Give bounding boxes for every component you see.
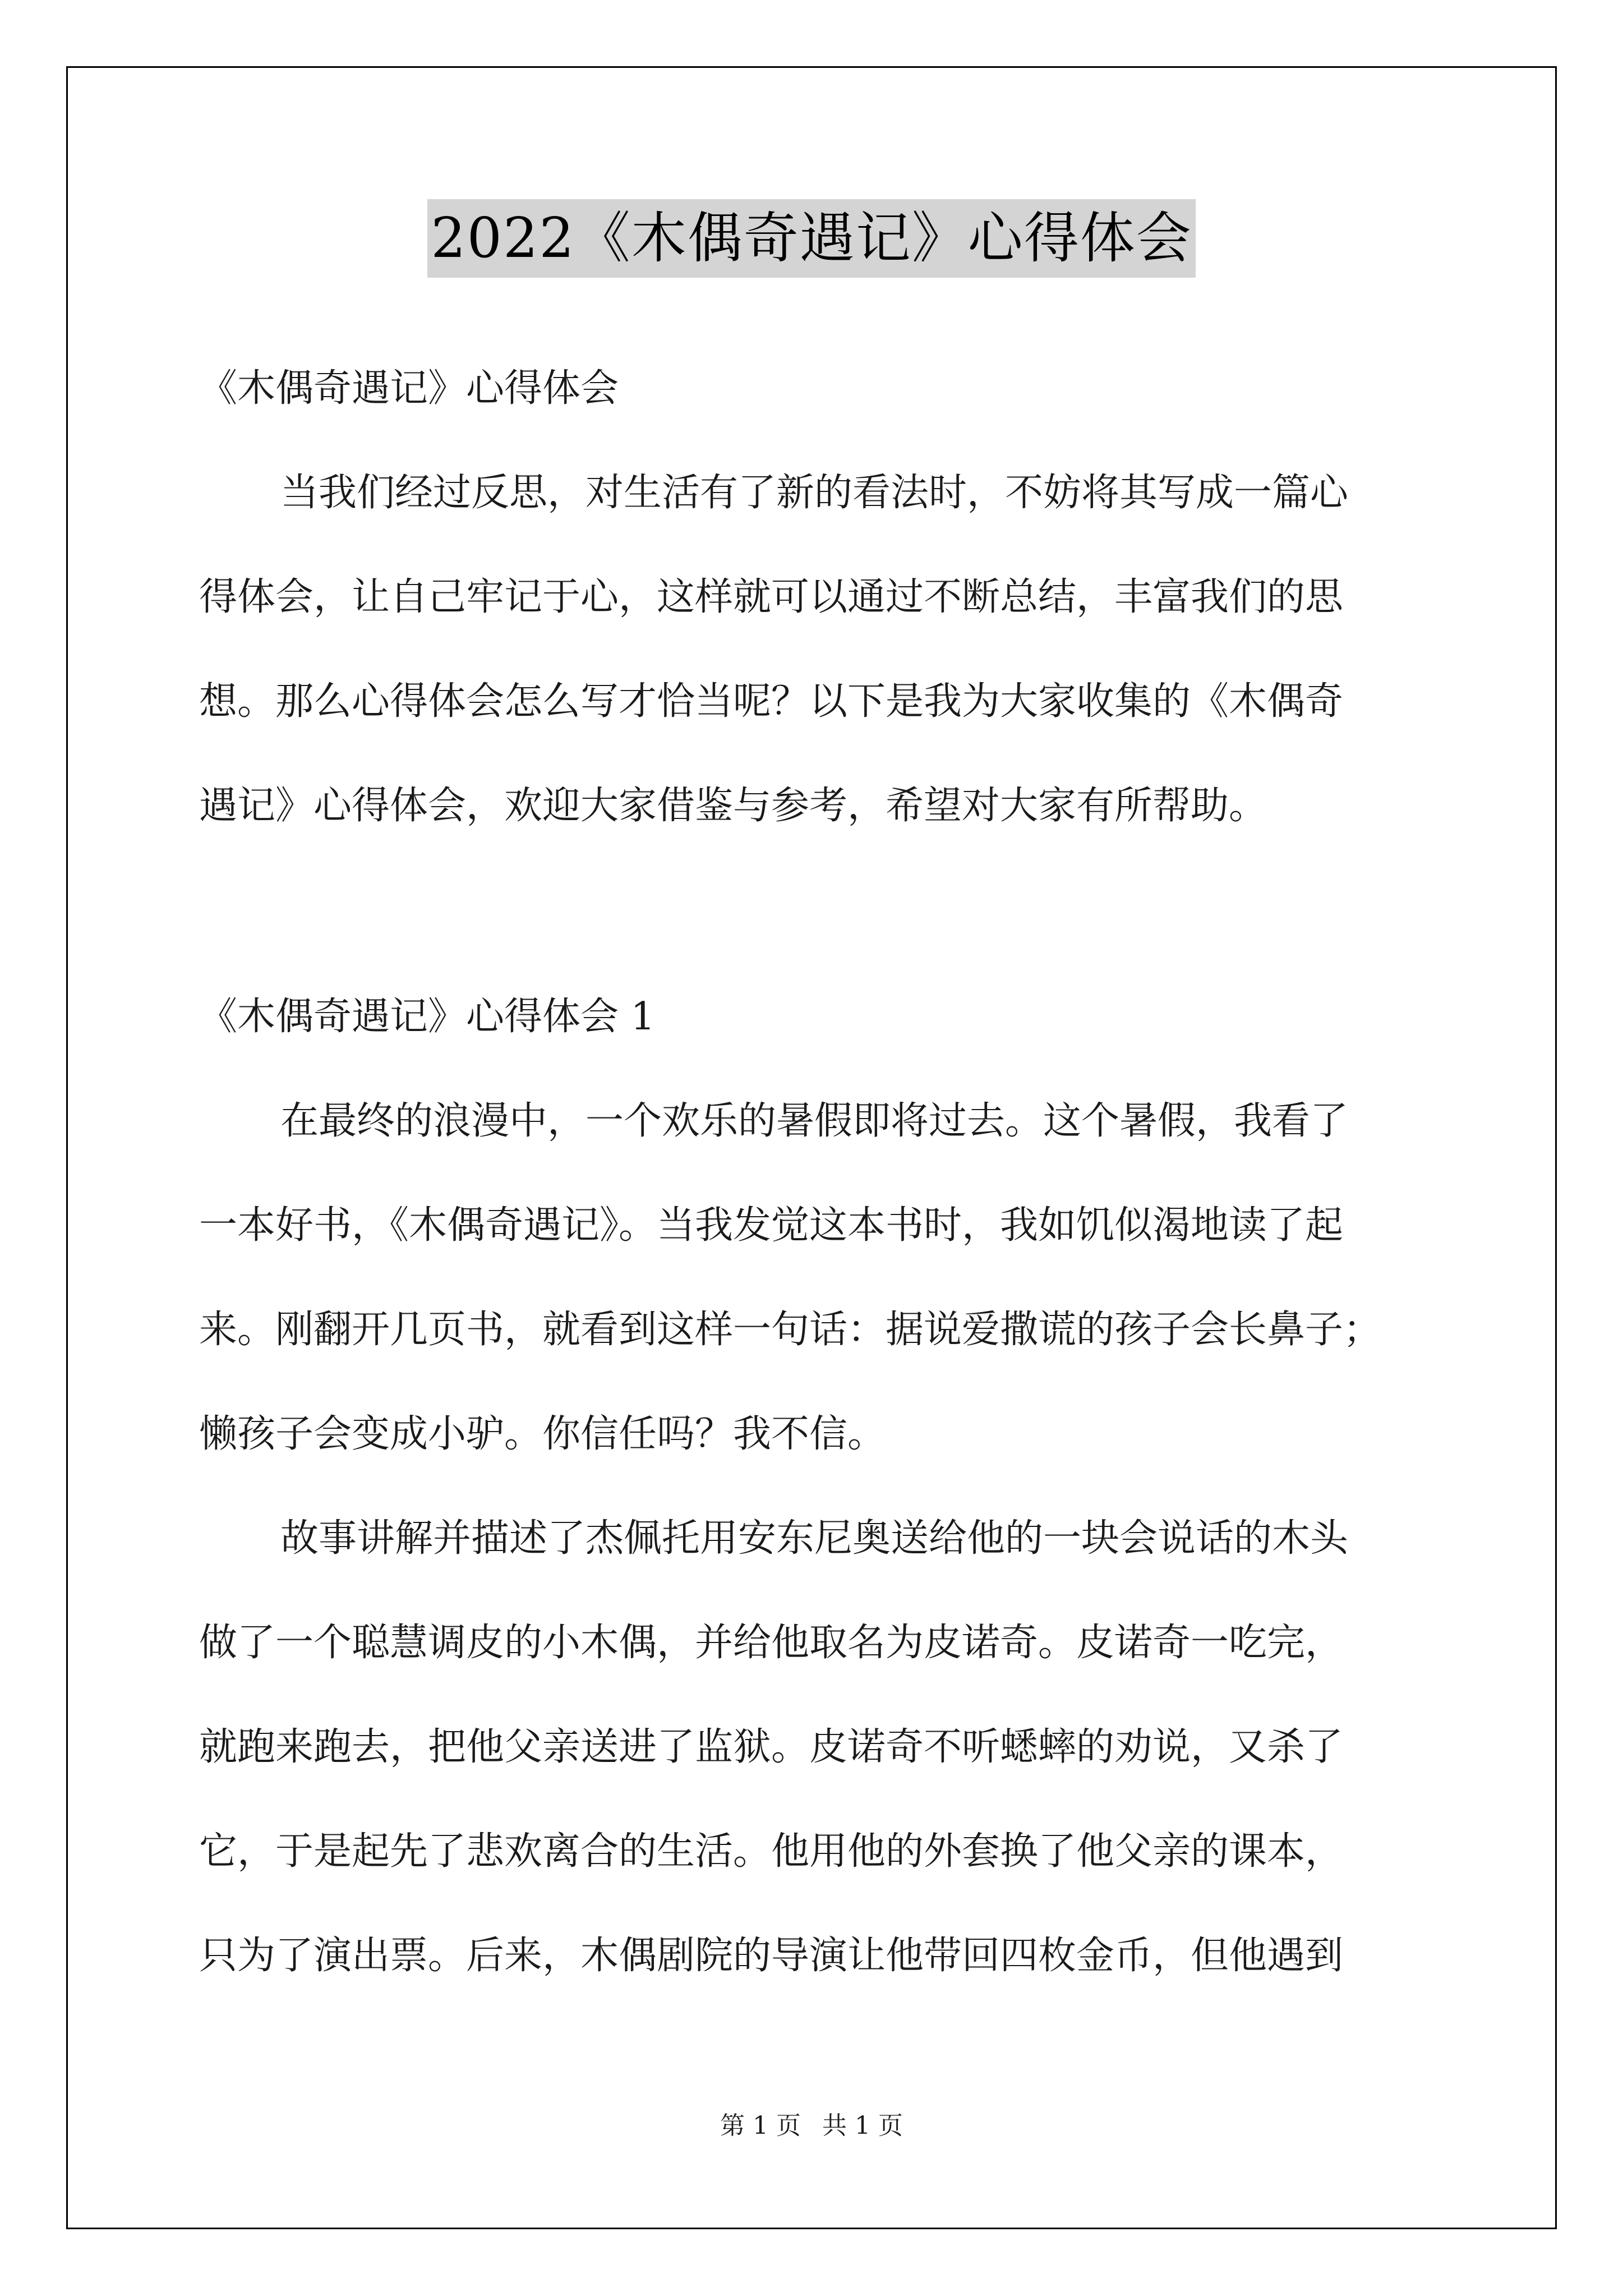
- paragraph-line: 只为了演出票。后来，木偶剧院的导演让他带回四枚金币，但他遇到: [199, 1934, 1344, 1978]
- intro-line: 得体会，让自己牢记于心，这样就可以通过不断总结，丰富我们的思: [199, 575, 1344, 619]
- paragraph-line: 在最终的浪漫中，一个欢乐的暑假即将过去。这个暑假，我看了: [280, 1099, 1349, 1143]
- paragraph-line: 懒孩子会变成小驴。你信任吗？我不信。: [199, 1412, 886, 1456]
- page-total: 共 1 页: [822, 2111, 903, 2140]
- intro-line: 想。那么心得体会怎么写才恰当呢？以下是我为大家收集的《木偶奇: [199, 679, 1344, 724]
- paragraph-line: 来。刚翻开几页书，就看到这样一句话：据说爱撒谎的孩子会长鼻子；: [199, 1308, 1382, 1352]
- section-heading: 《木偶奇遇记》心得体会 1: [199, 995, 655, 1039]
- page-number: 第 1 页: [720, 2111, 801, 2140]
- paragraph-line: 故事讲解并描述了杰佩托用安东尼奥送给他的一块会说话的木头: [280, 1516, 1349, 1561]
- section-spacer: [199, 858, 1433, 965]
- paragraph-line: 做了一个聪慧调皮的小木偶，并给他取名为皮诺奇。皮诺奇一吃完，: [199, 1621, 1344, 1665]
- document-body: [199, 337, 1433, 2008]
- intro-line: 遇记》心得体会，欢迎大家借鉴与参考，希望对大家有所帮助。: [199, 784, 1267, 828]
- title-wrap: [0, 199, 1623, 278]
- paragraph-line: 一本好书，《木偶奇遇记》。当我发觉这本书时，我如饥似渴地读了起: [199, 1203, 1344, 1248]
- document-title: 2022《木偶奇遇记》心得体会: [427, 199, 1195, 278]
- page-footer: [0, 2109, 1623, 2143]
- intro-line: 当我们经过反思，对生活有了新的看法时，不妨将其写成一篇心: [280, 471, 1349, 515]
- paragraph-line: 它，于是起先了悲欢离合的生活。他用他的外套换了他父亲的课本，: [199, 1829, 1344, 1874]
- paragraph-line: 就跑来跑去，把他父亲送进了监狱。皮诺奇不听蟋蟀的劝说，又杀了: [199, 1725, 1344, 1769]
- subtitle: 《木偶奇遇记》心得体会: [199, 366, 619, 411]
